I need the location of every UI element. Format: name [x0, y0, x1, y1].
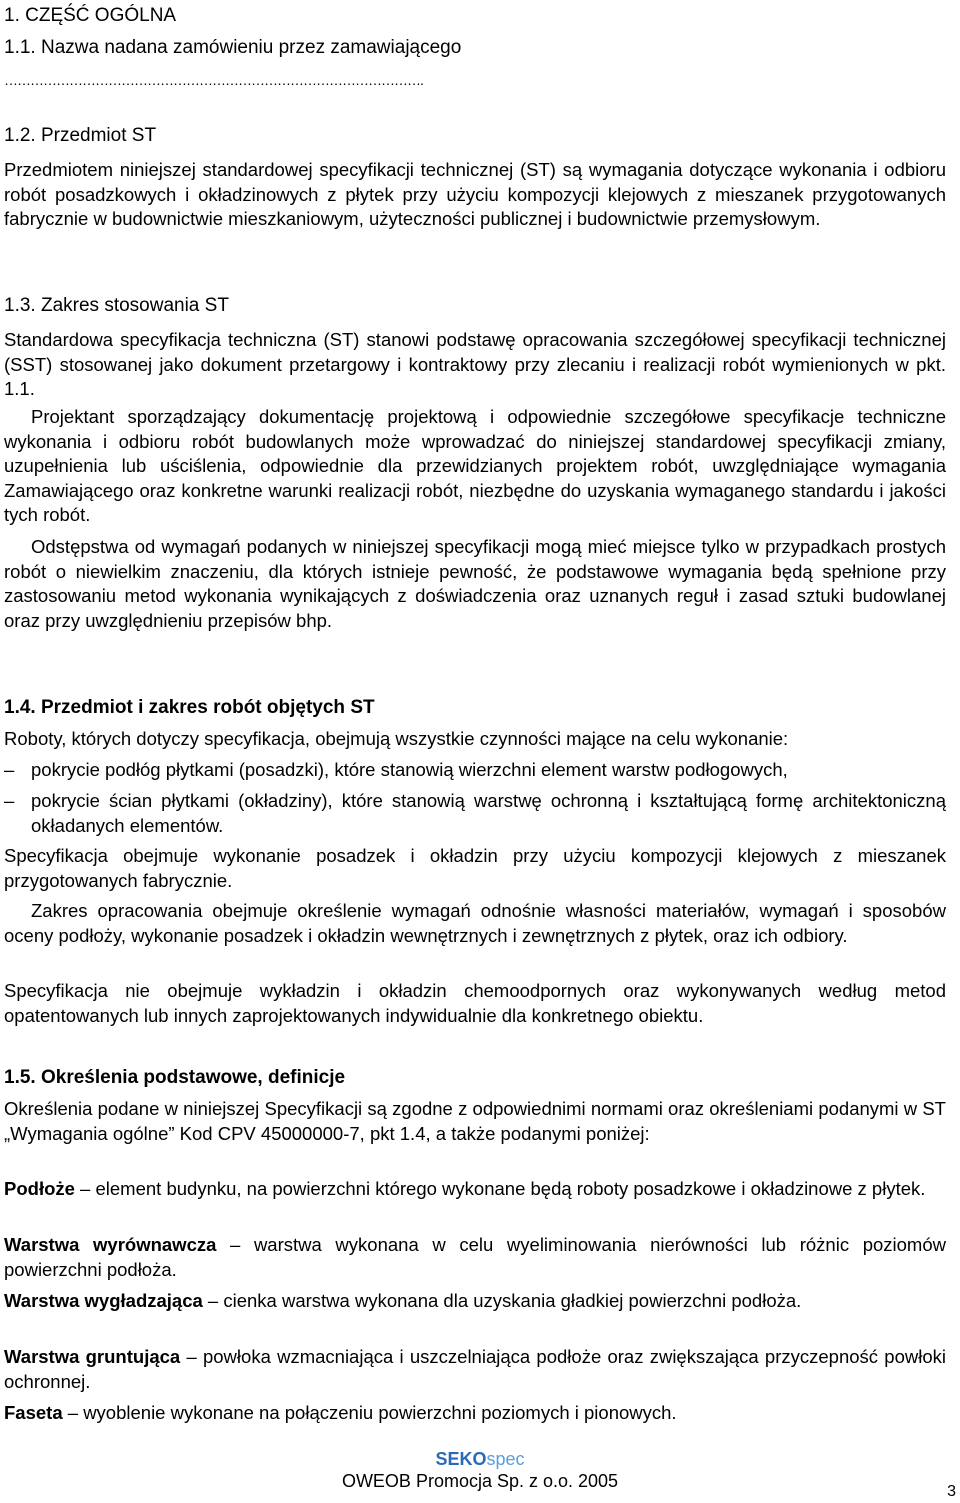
footer-brand-logo: [0, 1448, 960, 1470]
definition-item: [4, 1233, 946, 1282]
heading-czesc-ogolna: 1. CZĘŚĆ OGÓLNA: [4, 5, 177, 26]
paragraph-okreslenia: Określenia podane w niniejszej Specyfikacji są zgodne z odpowiednimi normami oraz określeniami podanymi w ST „Wymagania ogólne” Kod CPV 45000000-7, pkt 1.4, a także podanymi poniżej:: [4, 1098, 946, 1144]
paragraph-specyfikacja-obejmuje: Specyfikacja obejmuje wykonanie posadzek i okładzin przy użyciu kompozycji klejowych z mieszanek przygotowanych fabrycznie.: [4, 845, 946, 891]
paragraph-specyfikacja-nie-obejmuje: Specyfikacja nie obejmuje wykładzin i okładzin chemoodpornych oraz wykonywanych według metod opatentowanych lub innych zaprojektowanych indywidualnie dla konkretnego obiektu.: [4, 980, 946, 1026]
page-number: 3: [947, 1483, 956, 1500]
dash-bullet: –: [4, 759, 15, 780]
definition-text: – wyoblenie wykonane na połączeniu powierzchni poziomych i pionowych.: [62, 1402, 677, 1423]
list-item: [4, 789, 946, 838]
definition-term: Faseta: [4, 1402, 63, 1423]
definition-text: – warstwa wykonana w celu wyeliminowania nierówności lub różnic poziomów powierzchni podłoża.: [4, 1234, 946, 1280]
heading-1-4: 1.4. Przedmiot i zakres robót objętych ST: [4, 697, 375, 718]
definition-item: [4, 1177, 946, 1202]
definition-term: Warstwa gruntująca: [4, 1346, 181, 1367]
definition-text: – powłoka wzmacniająca i uszczelniająca podłoże oraz zwiększająca przyczepność powłoki ochronnej.: [4, 1346, 946, 1392]
brand-seko: SEKO: [435, 1449, 487, 1469]
heading-1-1: 1.1. Nazwa nadana zamówieniu przez zamawiającego: [4, 37, 462, 58]
paragraph-zakres-3: Odstępstwa od wymagań podanych w niniejszej specyfikacji mogą mieć miejsce tylko w przypadkach prostych robót o niewielkim znaczeniu, dla których istnieje pewność, że podstawowe wymagania będą spełnione przy zastosowaniu metod wykonania wynikających z doświadczenia oraz uznanych reguł i zasad sztuki budowlanej oraz przy uwzględnieniu przepisów bhp.: [4, 536, 946, 631]
dotted-fill-line: …………………………………………………………………………………….: [4, 72, 423, 88]
heading-1-3: 1.3. Zakres stosowania ST: [4, 295, 229, 316]
brand-spec: spec: [486, 1449, 525, 1469]
list-item-text: pokrycie podłóg płytkami (posadzki), które stanowią wierzchni element warstw podłogowych,: [31, 759, 788, 780]
definition-term: Podłoże: [4, 1178, 75, 1199]
paragraph-przedmiot: Przedmiotem niniejszej standardowej specyfikacji technicznej (ST) są wymagania dotyczące wykonania i odbioru robót posadzkowych i okładzinowych z płytek przy użyciu kompozycji klejowych z mieszanek przygotowanych fabrycznie w budownictwie mieszkaniowym, użyteczności publicznej i budownictwie przemysłowym.: [4, 159, 946, 229]
definition-item: [4, 1401, 946, 1426]
definition-text: – cienka warstwa wykonana dla uzyskania gładkiej powierzchni podłoża.: [202, 1290, 802, 1311]
definition-term: Warstwa wyrównawcza: [4, 1234, 217, 1255]
list-item-text: pokrycie ścian płytkami (okładziny), które stanowią warstwę ochronną i kształtującą formę architektoniczną okładanych elementów.: [31, 790, 946, 836]
paragraph-roboty: Roboty, których dotyczy specyfikacja, obejmują wszystkie czynności mające na celu wykonanie:: [4, 728, 789, 749]
definition-item: [4, 1289, 946, 1314]
heading-1-2: 1.2. Przedmiot ST: [4, 125, 157, 146]
paragraph-zakres-1: Standardowa specyfikacja techniczna (ST) stanowi podstawę opracowania szczegółowej specyfikacji technicznej (SST) stosowanej jako dokument przetargowy i kontraktowy przy zlecaniu i realizacji robót wymienionych w pkt. 1.1.: [4, 329, 946, 399]
definition-text: – element budynku, na powierzchni którego wykonane będą roboty posadzkowe i okładzinowe z płytek.: [74, 1178, 926, 1199]
footer-publisher: OWEOB Promocja Sp. z o.o. 2005: [341, 1471, 619, 1491]
list-item: [4, 758, 946, 783]
paragraph-zakres-2: Projektant sporządzający dokumentację projektową i odpowiednie szczegółowe specyfikacje techniczne wykonania i odbioru robót budowlanych może wprowadzać do niniejszej standardowej specyfikacji zmiany, uzupełnienia lub uściślenia, odpowiednie dla przewidzianych projektem robót, uwzględniające wymagania Zamawiającego oraz konkretne warunki realizacji robót, niezbędne do uzyskania wymaganego standardu i jakości tych robót.: [4, 406, 946, 525]
definition-term: Warstwa wygładzająca: [4, 1290, 203, 1311]
paragraph-zakres-opracowania: Zakres opracowania obejmuje określenie wymagań odnośnie własności materiałów, wymagań i sposobów oceny podłoży, wykonanie posadzek i okładzin wewnętrznych i zewnętrznych z płytek, oraz ich odbiory.: [4, 900, 946, 946]
dash-bullet: –: [4, 790, 15, 811]
heading-1-5: 1.5. Określenia podstawowe, definicje: [4, 1067, 346, 1088]
definition-item: [4, 1345, 946, 1394]
